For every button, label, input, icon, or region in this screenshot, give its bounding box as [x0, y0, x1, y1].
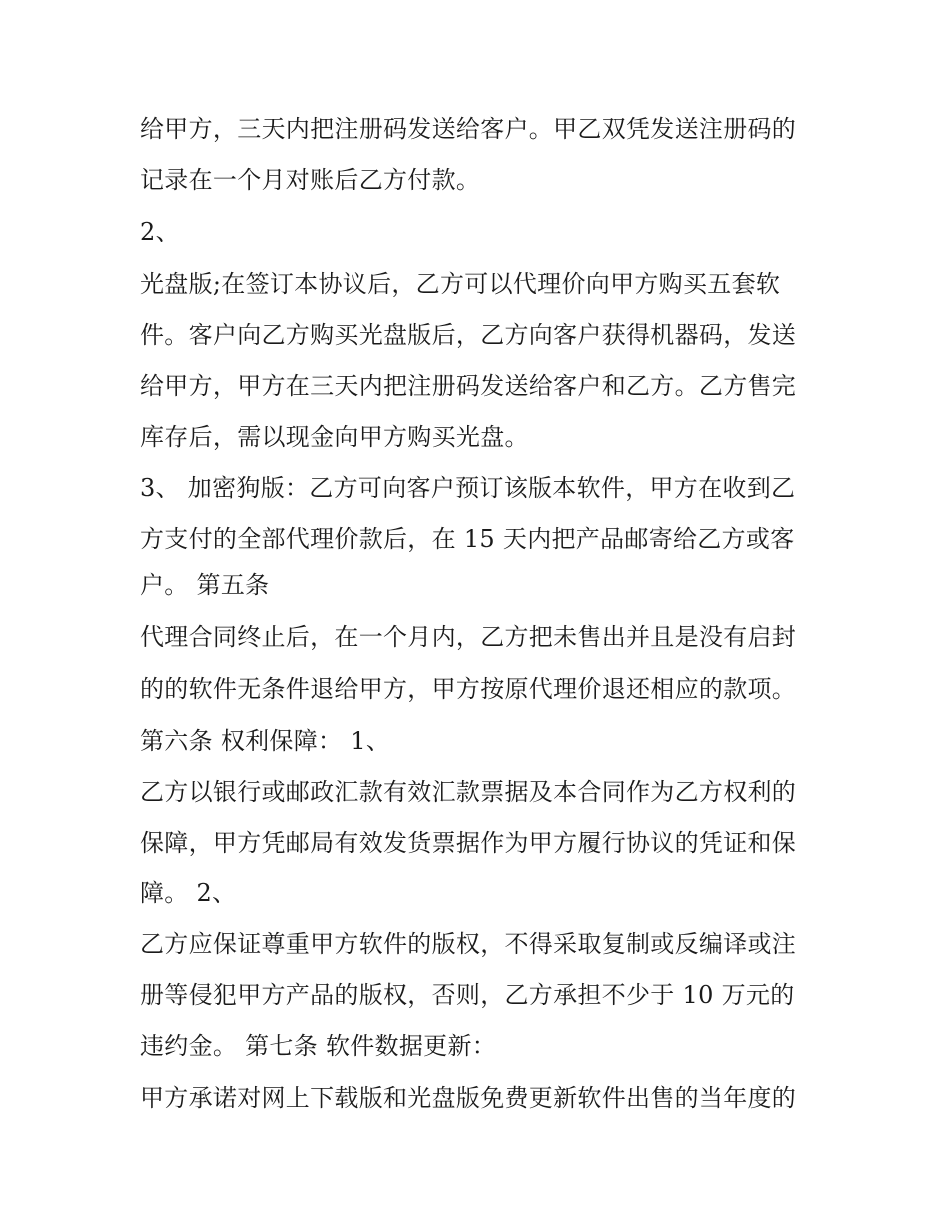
text-line: 库存后，需以现金向甲方购买光盘。 [140, 423, 529, 451]
text-line: 乙方应保证尊重甲方软件的版权，不得采取复制或反编译或注 [140, 930, 797, 958]
text-line: 第六条 权利保障： 1、 [140, 727, 391, 755]
text-line: 违约金。 第七条 软件数据更新： [140, 1032, 497, 1060]
text-line: 2、 [140, 218, 180, 246]
text-line: 给甲方，三天内把注册码发送给客户。甲乙双凭发送注册码的 [140, 115, 797, 143]
text-line: 代理合同终止后，在一个月内，乙方把未售出并且是没有启封 [140, 623, 797, 651]
text-line: 3、 加密狗版：乙方可向客户预订该版本软件，甲方在收到乙 [140, 474, 796, 502]
text-line: 乙方以银行或邮政汇款有效汇款票据及本合同作为乙方权利的 [140, 778, 797, 806]
text-line: 保障，甲方凭邮局有效发货票据作为甲方履行协议的凭证和保 [140, 829, 797, 857]
text-line: 件。客户向乙方购买光盘版后，乙方向客户获得机器码，发送 [140, 321, 797, 349]
text-line: 方支付的全部代理价款后，在 15 天内把产品邮寄给乙方或客 [140, 525, 795, 553]
text-line: 光盘版;在签订本协议后，乙方可以代理价向甲方购买五套软 [140, 270, 781, 298]
text-line: 户。 第五条 [140, 571, 270, 599]
text-line: 障。 2、 [140, 879, 237, 907]
text-line: 的的软件无条件退给甲方，甲方按原代理价退还相应的款项。 [140, 675, 797, 703]
text-line: 记录在一个月对账后乙方付款。 [140, 166, 481, 194]
text-line: 给甲方，甲方在三天内把注册码发送给客户和乙方。乙方售完 [140, 372, 797, 400]
text-line: 册等侵犯甲方产品的版权，否则，乙方承担不少于 10 万元的 [140, 981, 795, 1009]
text-line: 甲方承诺对网上下载版和光盘版免费更新软件出售的当年度的 [140, 1084, 797, 1112]
